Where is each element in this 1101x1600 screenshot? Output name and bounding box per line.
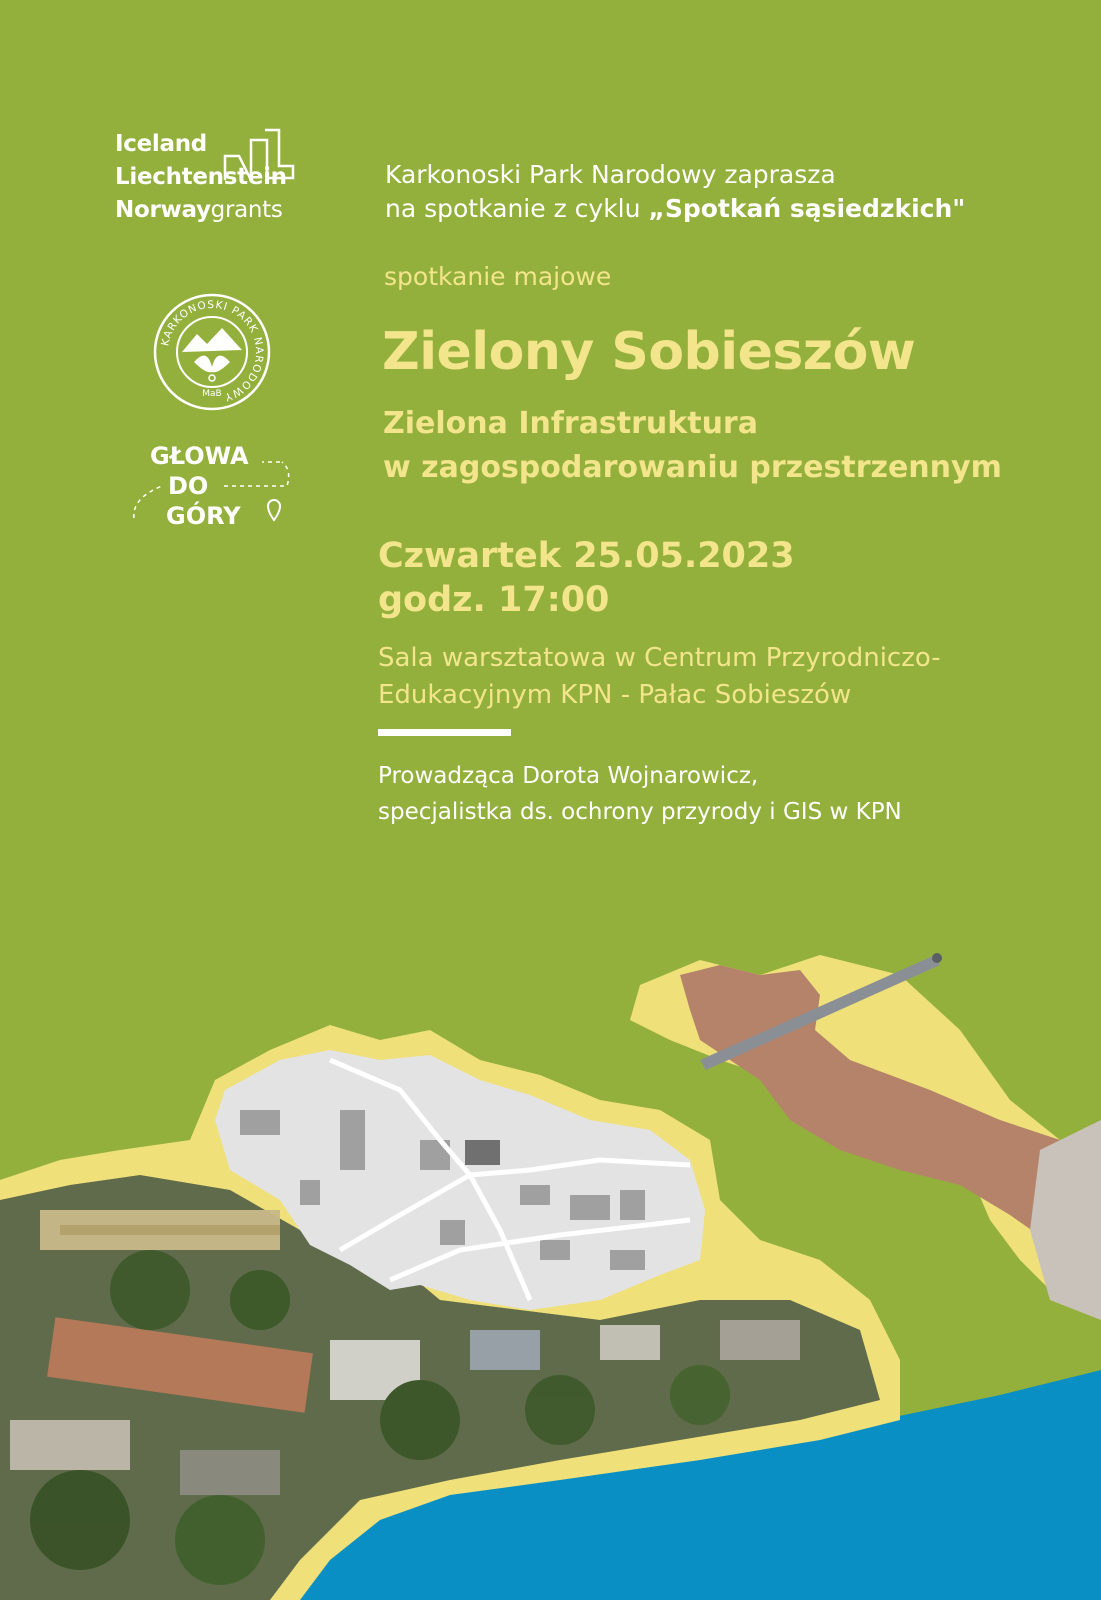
event-subheading bbox=[383, 402, 1002, 490]
event-title: Zielony Sobieszów bbox=[382, 322, 916, 382]
event-venue bbox=[378, 640, 941, 714]
logo-line-iceland: Iceland bbox=[115, 131, 207, 157]
venue-line-2: Edukacyjnym KPN - Pałac Sobieszów bbox=[378, 680, 852, 710]
location-pin-icon bbox=[268, 500, 280, 520]
shirt-sleeve bbox=[1030, 1120, 1101, 1320]
subheading-line-2: w zagospodarowaniu przestrzennym bbox=[383, 450, 1002, 485]
invitation-line-2: na spotkanie z cyklu „Spotkań sąsiedzkich" bbox=[385, 194, 966, 223]
event-date: Czwartek 25.05.2023 bbox=[378, 536, 795, 576]
eea-norway-grants-logo bbox=[115, 128, 315, 258]
host-line-1: Prowadząca Dorota Wojnarowicz, bbox=[378, 763, 759, 789]
glowa-line-2: DO bbox=[168, 472, 209, 500]
glowa-line-3: GÓRY bbox=[166, 502, 241, 530]
host-line-2: specjalistka ds. ochrony przyrody i GIS w KPN bbox=[378, 799, 902, 825]
event-subtitle: spotkanie majowe bbox=[384, 262, 612, 291]
invitation-text bbox=[385, 158, 965, 226]
glowa-line-1: GŁOWA bbox=[150, 442, 249, 470]
glowa-do-gory-logo bbox=[132, 440, 300, 540]
grants-mark-icon bbox=[223, 128, 295, 188]
invitation-line-1: Karkonoski Park Narodowy zaprasza bbox=[385, 160, 836, 189]
kpn-seal-logo bbox=[152, 292, 272, 412]
kpn-mab-text: MaB bbox=[202, 389, 222, 399]
logo-line-norway: Norwaygrants bbox=[115, 197, 283, 223]
logo-line-liechtenstein: Liechtenstein bbox=[115, 164, 287, 190]
venue-line-1: Sala warsztatowa w Centrum Przyrodniczo- bbox=[378, 643, 941, 673]
subheading-line-1: Zielona Infrastruktura bbox=[383, 406, 758, 441]
divider-line bbox=[378, 729, 511, 736]
series-name: „Spotkań sąsiedzkich" bbox=[648, 194, 966, 223]
event-time: godz. 17:00 bbox=[378, 580, 610, 620]
event-datetime bbox=[378, 534, 795, 622]
kpn-ring-text: KARKONOSKI PARK NARODOWY bbox=[159, 298, 266, 404]
event-host bbox=[378, 758, 902, 830]
